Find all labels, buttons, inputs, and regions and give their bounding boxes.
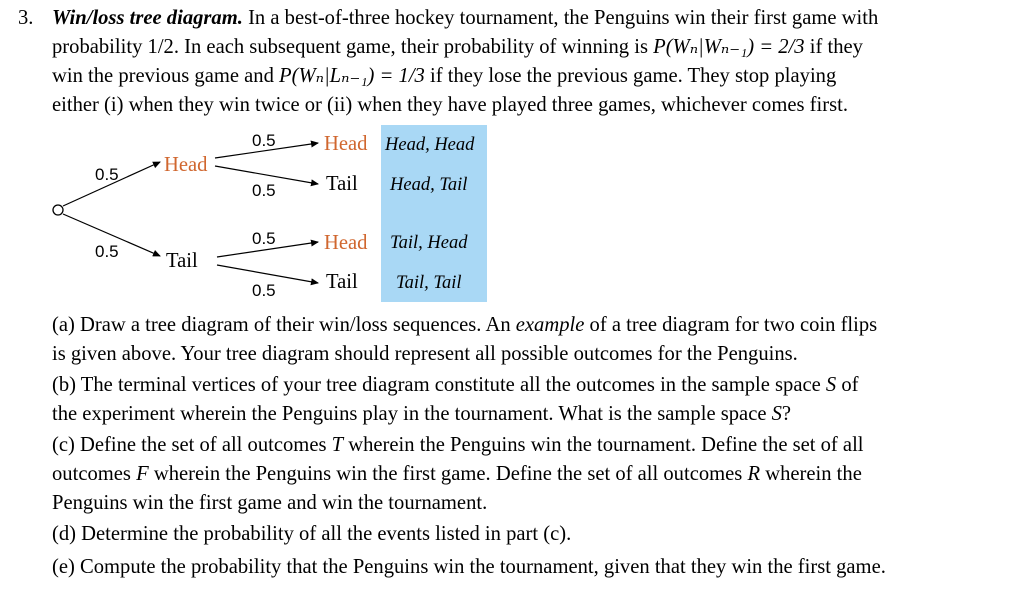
part-a-line-2: is given above. Your tree diagram should represent all possible outcomes for the Penguins. (52, 343, 798, 365)
intro-text-1: In a best-of-three hockey tournament, the Penguins win their first game with (248, 7, 879, 29)
part-c-line-2 (52, 464, 862, 485)
part-b-math-s: S (825, 374, 837, 396)
part-b-line-2 (52, 404, 791, 425)
prob-win-after-loss: P(Wₙ|Lₙ₋₁) = 1/3 (279, 65, 425, 87)
part-c-text-1b: wherein the Penguins win the tournament. Define the set of all (343, 434, 864, 456)
leaf-head-tail: Tail (326, 173, 358, 195)
part-e: (e) Compute the probability that the Penguins win the tournament, given that they win the first game. (52, 556, 886, 578)
root-node (53, 205, 63, 215)
part-b-text-2a: the experiment wherein the Penguins play in the tournament. What is the sample space (52, 403, 772, 425)
part-c-line-3: Penguins win the first game and win the tournament. (52, 492, 488, 514)
leaf-head-head: Head (324, 133, 368, 155)
part-c-line-1 (52, 435, 864, 456)
problem-number: 3. (18, 7, 34, 29)
outcome-head-head: Head, Head (385, 135, 475, 155)
part-c-text-1a: (c) Define the set of all outcomes (52, 434, 332, 456)
tree-diagram (0, 118, 520, 308)
leaf-tail-tail: Tail (326, 271, 358, 293)
part-b-math-s2: S (771, 403, 782, 425)
part-b-text-1b: of (836, 374, 859, 396)
problem-title: Win/loss tree diagram. (52, 7, 243, 29)
first-tail-label: Tail (166, 250, 198, 272)
outcome-tail-head: Tail, Head (390, 233, 468, 253)
outcome-head-tail: Head, Tail (390, 175, 468, 195)
intro-text-3a: win the previous game and (52, 65, 280, 87)
intro-line-4: either (i) when they win twice or (ii) when they have played three games, whichever comes first. (52, 94, 848, 116)
part-a-text-1b: of a tree diagram for two coin flips (584, 314, 878, 336)
prob-root-tail: 0.5 (95, 242, 119, 261)
intro-text-2b: if they (804, 36, 863, 58)
prob-tail-tail: 0.5 (252, 281, 276, 300)
intro-text-3b: if they lose the previous game. They stop playing (424, 65, 837, 87)
part-c-text-2b: wherein the Penguins win the first game. Define the set of all outcomes (148, 463, 748, 485)
outcome-tail-tail: Tail, Tail (396, 273, 462, 293)
prob-tail-head: 0.5 (252, 229, 276, 248)
part-c-math-f: F (136, 463, 149, 485)
intro-line-2 (52, 37, 863, 58)
prob-root-head: 0.5 (95, 165, 119, 184)
part-b-line-1 (52, 375, 859, 396)
part-b-text-2b: ? (781, 403, 792, 425)
intro-line-1 (52, 8, 878, 29)
part-a-emphasis: example (515, 314, 585, 336)
part-a-text-1a: (a) Draw a tree diagram of their win/loss sequences. An (52, 314, 516, 336)
first-head-label: Head (164, 154, 208, 176)
part-c-math-r: R (747, 463, 761, 485)
prob-head-tail: 0.5 (252, 181, 276, 200)
part-c-text-2c: wherein the (760, 463, 862, 485)
intro-line-3 (52, 66, 836, 87)
part-d: (d) Determine the probability of all the events listed in part (c). (52, 523, 572, 545)
part-c-math-t: T (331, 434, 344, 456)
intro-text-2a: probability 1/2. In each subsequent game, their probability of winning is (52, 36, 654, 58)
part-c-text-2a: outcomes (52, 463, 137, 485)
prob-head-head: 0.5 (252, 131, 276, 150)
prob-win-after-win: P(Wₙ|Wₙ₋₁) = 2/3 (653, 36, 805, 58)
part-a-line-1 (52, 315, 877, 336)
leaf-tail-head: Head (324, 232, 368, 254)
part-b-text-1a: (b) The terminal vertices of your tree diagram constitute all the outcomes in the sample space (52, 374, 826, 396)
